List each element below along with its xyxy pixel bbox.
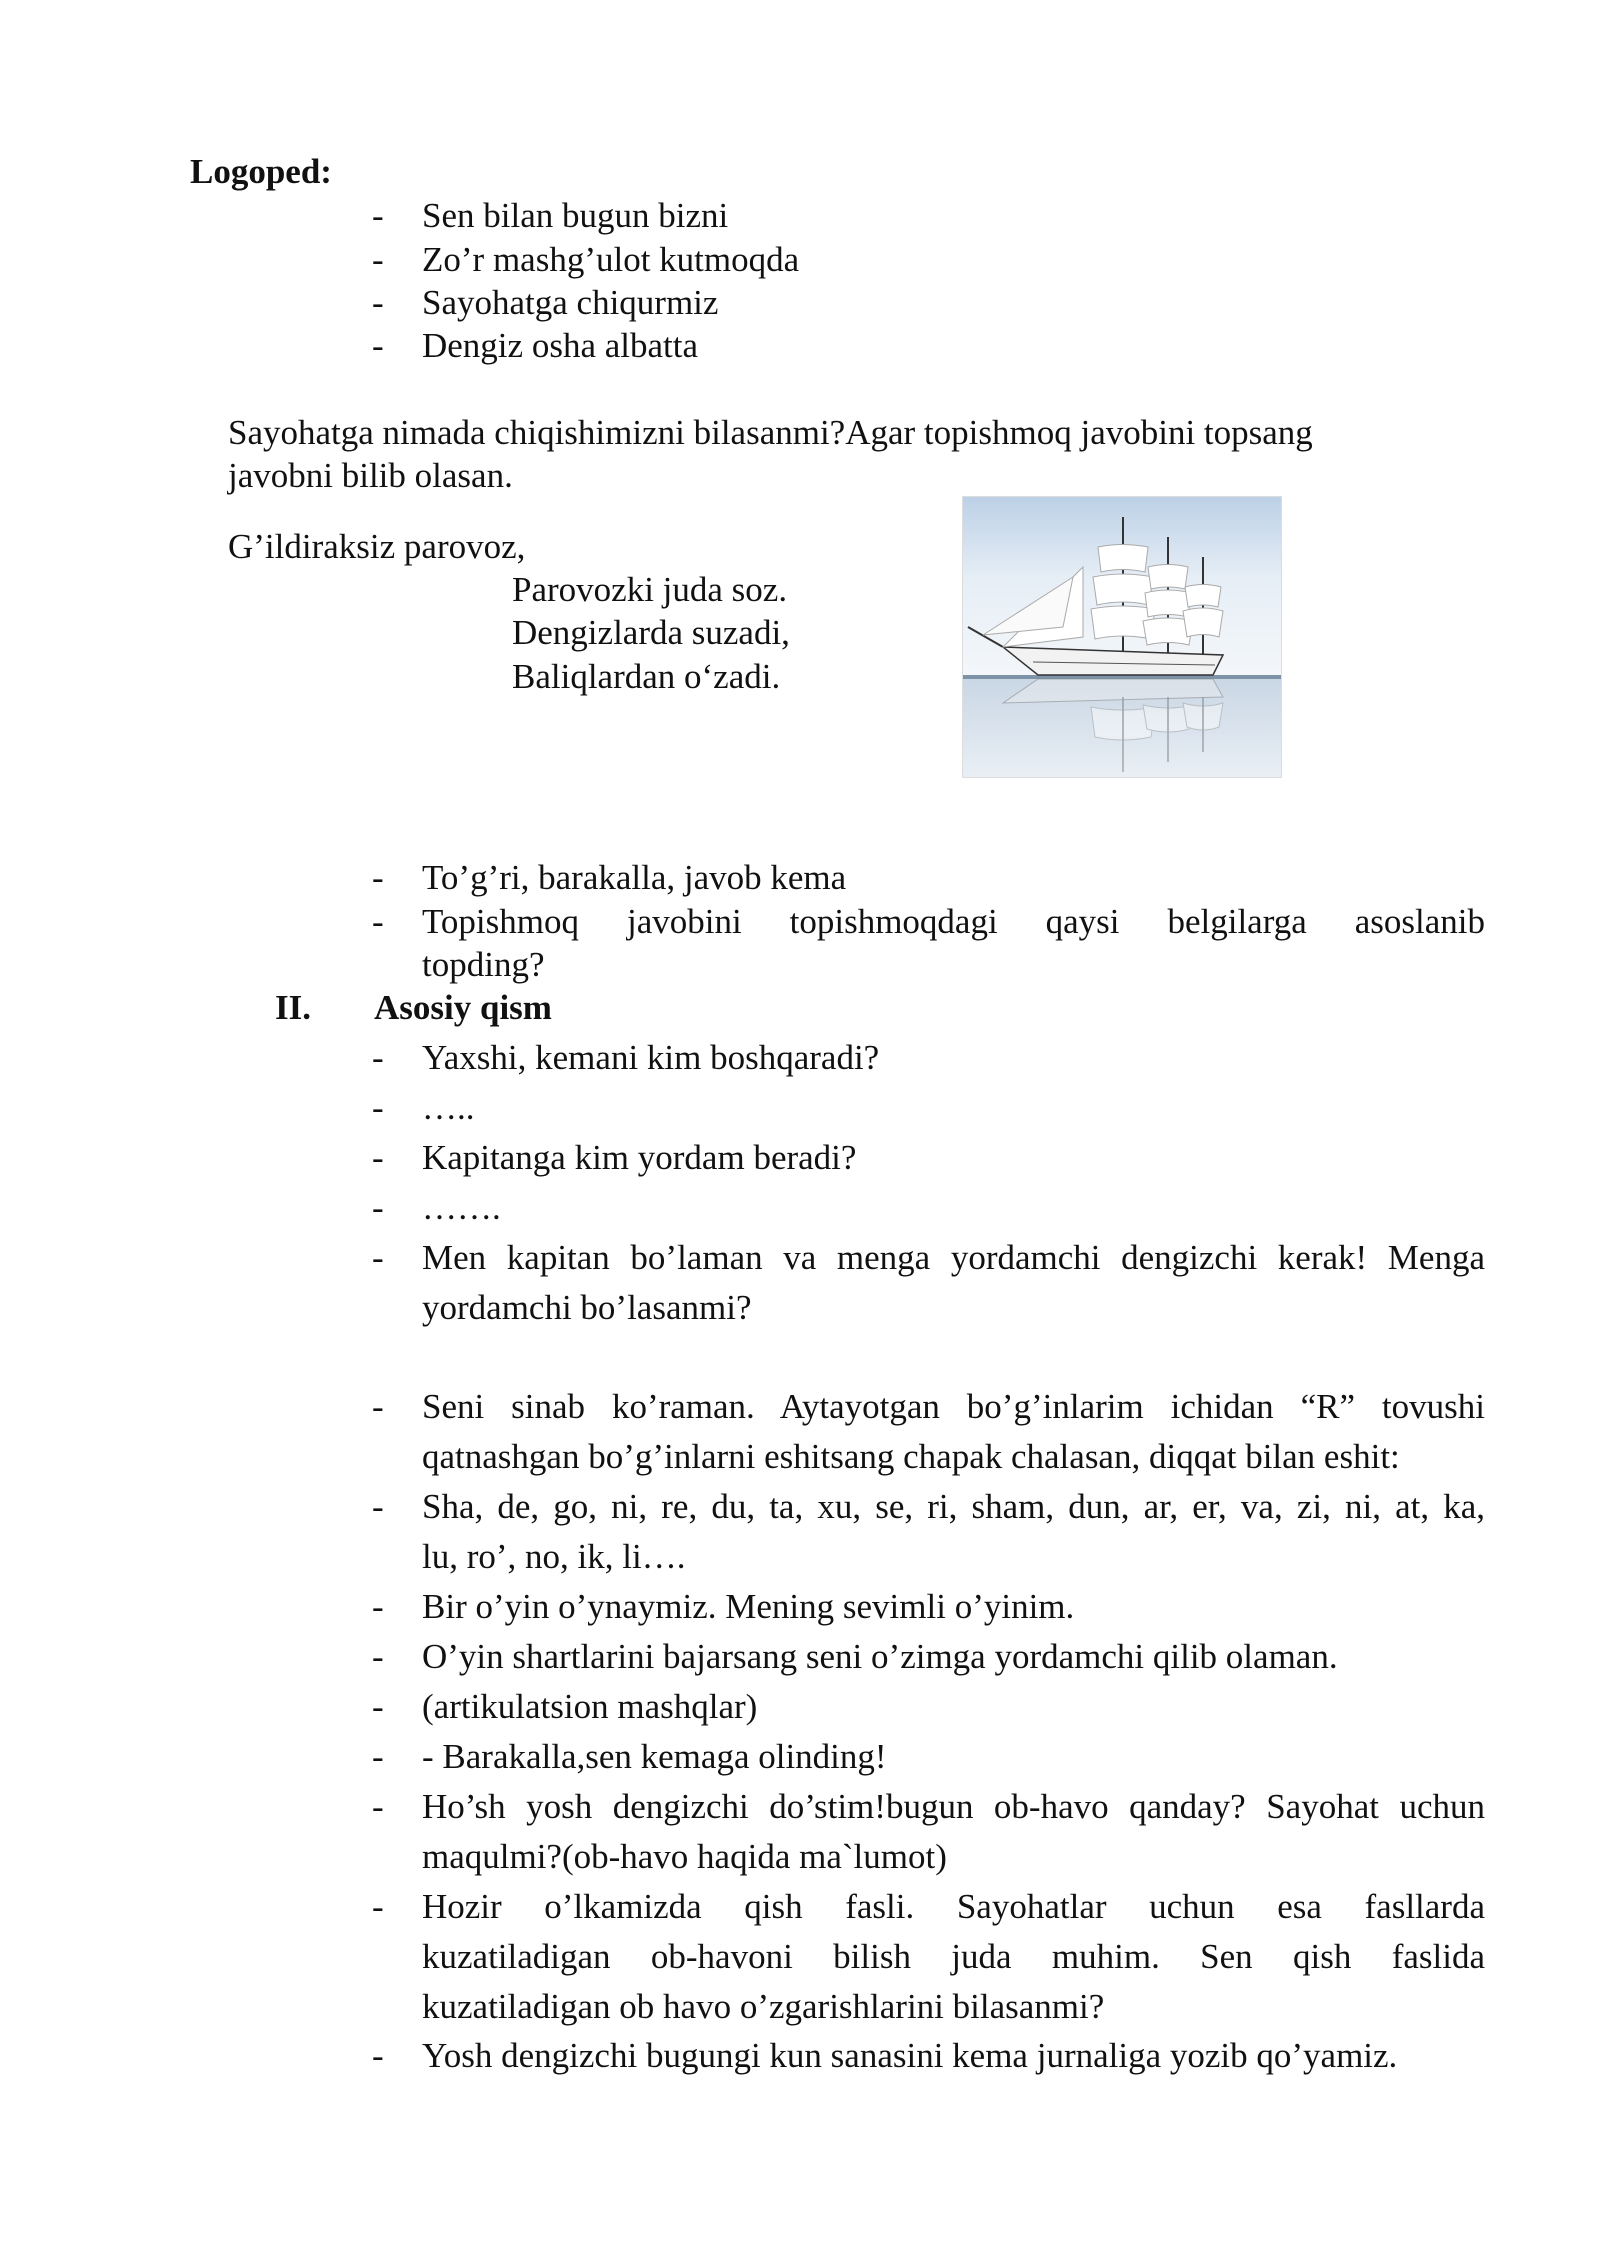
- main-line-6: Seni sinab ko’raman. Aytayotgan bo’g’inlarim ichidan “R” tovushi: [422, 1387, 1485, 1426]
- list-dash: -: [372, 2036, 384, 2075]
- list-dash: -: [372, 1088, 384, 1127]
- section-number: II.: [275, 988, 311, 1027]
- intro-line-1: Sen bilan bugun bizni: [422, 196, 729, 235]
- list-dash: -: [372, 1737, 384, 1776]
- list-dash: -: [372, 1637, 384, 1676]
- answer-line-1: To’g’ri, barakalla, javob kema: [422, 858, 847, 897]
- riddle-line-4: Baliqlardan o‘zadi.: [512, 657, 781, 696]
- main-line-10: (artikulatsion mashqlar): [422, 1687, 758, 1726]
- riddle-line-2: Parovozki juda soz.: [512, 570, 788, 609]
- list-dash: -: [372, 858, 384, 897]
- main-line-13-cont: kuzatiladigan ob-havoni bilish juda muhim. Sen qish faslida: [422, 1937, 1485, 1976]
- main-line-4: …….: [422, 1188, 501, 1227]
- main-line-14: Yosh dengizchi bugungi kun sanasini kema jurnaliga yozib qo’yamiz.: [422, 2036, 1398, 2075]
- riddle-line-3: Dengizlarda suzadi,: [512, 613, 790, 652]
- list-dash: -: [372, 1587, 384, 1626]
- main-line-5: Men kapitan bo’laman va menga yordamchi dengizchi kerak! Menga: [422, 1238, 1485, 1277]
- riddle-line-1: G’ildiraksiz parovoz,: [228, 527, 526, 566]
- answer-line-2-cont: topding?: [422, 945, 545, 984]
- sailing-ship-image: [962, 496, 1282, 778]
- list-dash: -: [372, 1387, 384, 1426]
- question-line-2: javobni bilib olasan.: [228, 456, 513, 495]
- list-dash: -: [372, 326, 384, 365]
- intro-line-3: Sayohatga chiqurmiz: [422, 283, 719, 322]
- list-dash: -: [372, 902, 384, 941]
- main-line-11: - Barakalla,sen kemaga olinding!: [422, 1737, 887, 1776]
- list-dash: -: [372, 1487, 384, 1526]
- main-line-3: Kapitanga kim yordam beradi?: [422, 1138, 857, 1177]
- main-line-7-cont: lu, ro’, no, ik, li….: [422, 1537, 686, 1576]
- main-line-1: Yaxshi, kemani kim boshqaradi?: [422, 1038, 880, 1077]
- main-line-12-cont: maqulmi?(ob-havo haqida ma`lumot): [422, 1837, 947, 1876]
- list-dash: -: [372, 1787, 384, 1826]
- intro-line-2: Zo’r mashg’ulot kutmoqda: [422, 240, 800, 279]
- list-dash: -: [372, 283, 384, 322]
- main-line-2: …..: [422, 1088, 475, 1127]
- intro-line-4: Dengiz osha albatta: [422, 326, 699, 365]
- main-line-13: Hozir o’lkamizda qish fasli. Sayohatlar uchun esa fasllarda: [422, 1887, 1485, 1926]
- answer-line-2: Topishmoq javobini topishmoqdagi qaysi belgilarga asoslanib: [422, 902, 1485, 941]
- list-dash: -: [372, 1238, 384, 1277]
- list-dash: -: [372, 1188, 384, 1227]
- main-line-9: O’yin shartlarini bajarsang seni o’zimga yordamchi qilib olaman.: [422, 1637, 1338, 1676]
- list-dash: -: [372, 196, 384, 235]
- speaker-label: Logoped:: [190, 152, 332, 191]
- list-dash: -: [372, 1038, 384, 1077]
- main-line-7: Sha, de, go, ni, re, du, ta, xu, se, ri, sham, dun, ar, er, va, zi, ni, at, ka,: [422, 1487, 1485, 1526]
- main-line-12: Ho’sh yosh dengizchi do’stim!bugun ob-havo qanday? Sayohat uchun: [422, 1787, 1485, 1826]
- list-dash: -: [372, 1687, 384, 1726]
- list-dash: -: [372, 1887, 384, 1926]
- main-line-8: Bir o’yin o’ynaymiz. Mening sevimli o’yinim.: [422, 1587, 1075, 1626]
- list-dash: -: [372, 1138, 384, 1177]
- section-title: Asosiy qism: [374, 988, 552, 1027]
- main-line-6-cont: qatnashgan bo’g’inlarni eshitsang chapak chalasan, diqqat bilan eshit:: [422, 1437, 1400, 1476]
- main-line-13-cont2: kuzatiladigan ob havo o’zgarishlarini bilasanmi?: [422, 1987, 1105, 2026]
- list-dash: -: [372, 240, 384, 279]
- question-line-1: Sayohatga nimada chiqishimizni bilasanmi?Agar topishmoq javobini topsang: [228, 413, 1313, 452]
- main-line-5-cont: yordamchi bo’lasanmi?: [422, 1288, 752, 1327]
